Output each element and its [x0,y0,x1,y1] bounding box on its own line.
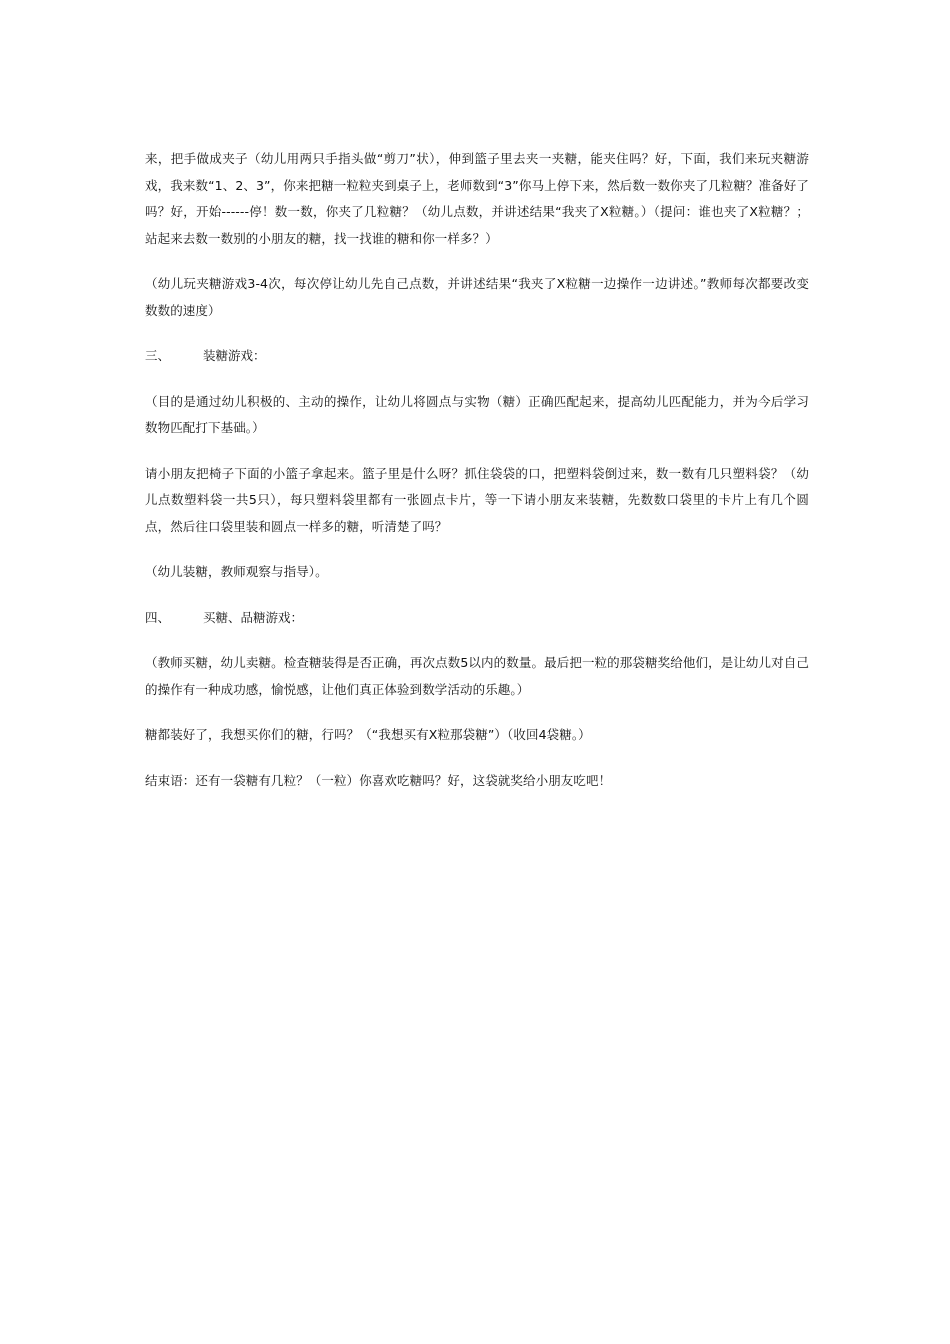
paragraph-clip-candy-game: 来，把手做成夹子（幼儿用两只手指头做“剪刀”状），伸到篮子里去夹一夹糖，能夹住吗？好，下面，我们来玩夹糖游戏，我来数“1、2、3”，你来把糖一粒粒夹到桌子上，老师数到“3”你马上停下来，然后数一数你夹了几粒糖？准备好了吗？好，开始------停！数一数，你夹了几粒糖？（幼儿点数，并讲述结果“我夹了X粒糖。）（提问：谁也夹了X粒糖？；站起来去数一数别的小朋友的糖，找一找谁的糖和你一样多？） [145,151,809,246]
paragraph-repeat-game: （幼儿玩夹糖游戏3-4次，每次停让幼儿先自己点数，并讲述结果“我夹了X粒糖一边操作一边讲述。”教师每次都要改变数数的速度） [145,276,809,318]
paragraph-children-pack-candy: （幼儿装糖，教师观察与指导）。 [145,564,328,579]
paragraph-basket-instructions: 请小朋友把椅子下面的小篮子拿起来。篮子里是什么呀？抓住袋袋的口，把塑料袋倒过来，数一数有几只塑料袋？（幼儿点数塑料袋一共5只），每只塑料袋里都有一张圆点卡片，等一下请小朋友来装糖，先数数口袋里的卡片上有几个圆点，然后往口袋里装和圆点一样多的糖，听清楚了吗？ [145,465,809,534]
section-number-3: 三、 [145,348,171,363]
section-number-4: 四、 [145,609,171,625]
document-body [145,146,809,813]
section-title-4: 买糖、品糖游戏： [203,609,304,625]
paragraph-buy-candy-purpose: （教师买糖，幼儿卖糖。检查糖装得是否正确，再次点数5以内的数量。最后把一粒的那袋糖奖给他们，是让幼儿对自己的操作有一种成功感，愉悦感，让他们真正体验到数学活动的乐趣。） [145,655,809,697]
paragraph-buy-candy: 糖都装好了，我想买你们的糖，行吗？（“我想买有X粒那袋糖”）（收回4袋糖。） [145,727,591,742]
section-heading-3 [145,343,809,370]
paragraph-closing: 结束语：还有一袋糖有几粒？（一粒）你喜欢吃糖吗？好，这袋就奖给小朋友吃吧！ [145,772,612,788]
section-title-3: 装糖游戏： [203,348,266,363]
section-heading-4 [145,605,809,632]
paragraph-purpose: （目的是通过幼儿积极的、主动的操作，让幼儿将圆点与实物（糖）正确匹配起来，提高幼儿匹配能力，并为今后学习数物匹配打下基础。） [145,393,809,435]
